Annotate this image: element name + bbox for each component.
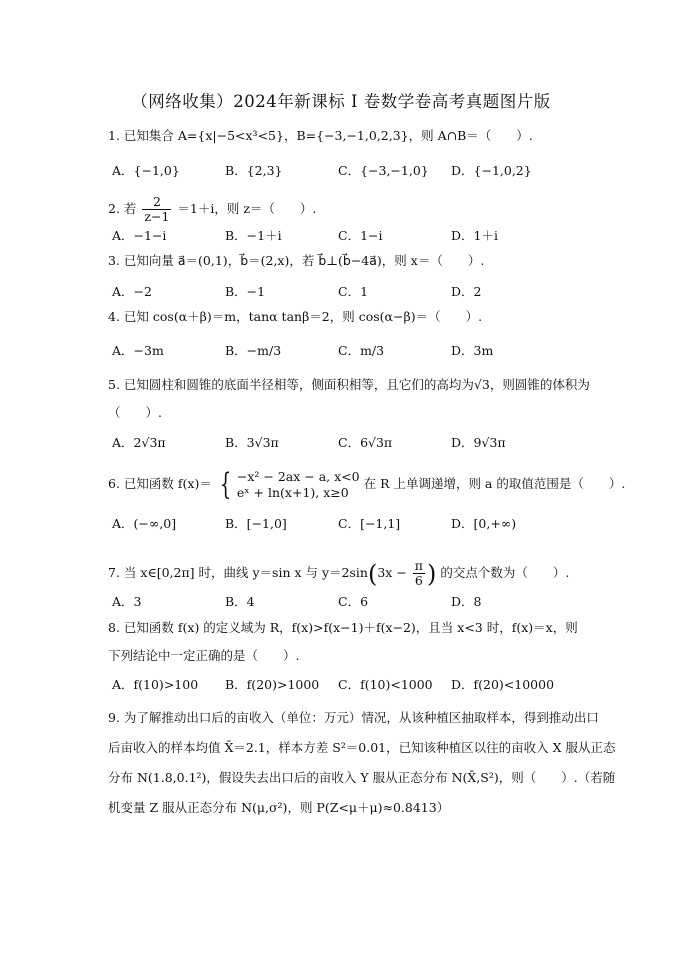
question-number: 3. [108, 253, 120, 268]
question-5-options [112, 434, 572, 452]
question-text: 分布 N(1.8,0.1²)，假设失去出口后的亩收入 Y 服从正态分布 N(X̄,S²)，则（ ）.（若随 [108, 770, 616, 785]
question-6-options [112, 515, 572, 533]
question-text: 在 R 上单调递增，则 a 的取值范围是（ ）. [363, 476, 626, 491]
option-b: B．−1 [225, 284, 266, 299]
option-d: D．1＋i [451, 228, 498, 243]
question-number: 6. [108, 476, 120, 491]
option-c: C．f(10)<1000 [338, 677, 433, 692]
question-text: 已知圆柱和圆锥的底面半径相等，侧面积相等，且它们的高均为√3，则圆锥的体积为 [123, 377, 590, 392]
option-c: C．[−1,1] [338, 516, 401, 531]
question-text: 已知集合 A={x|−5<x³<5}，B={−3,−1,0,2,3}，则 A∩B＝（ ）. [123, 128, 533, 143]
option-a: A．−3m [112, 343, 164, 358]
question-number: 9. [108, 710, 120, 725]
question-5-line2 [108, 404, 162, 422]
question-number: 4. [108, 309, 120, 324]
left-brace: { [219, 466, 232, 502]
option-b: B．3√3π [225, 435, 279, 450]
question-number: 5. [108, 377, 120, 392]
question-8-options [112, 676, 572, 694]
option-c: C．{−3,−1,0} [338, 163, 429, 178]
question-number: 7. [108, 565, 120, 580]
option-a: A．3 [112, 594, 142, 609]
question-number: 8. [108, 620, 120, 635]
option-a: A．(−∞,0] [112, 516, 177, 531]
question-text: 已知向量 a⃗＝(0,1)，b⃗＝(2,x)，若 b⃗⊥(b⃗−4a⃗)，则 x＝（ ）. [123, 253, 485, 268]
question-7-options [112, 593, 572, 611]
question-text: 已知函数 f(x) 的定义域为 R，f(x)>f(x−1)＋f(x−2)，且当 x<3 时，f(x)＝x，则 [123, 620, 578, 635]
option-d: D．3m [451, 343, 494, 358]
question-text: 下列结论中一定正确的是（ ）. [108, 648, 300, 663]
question-3-options [112, 283, 572, 301]
option-a: A．−2 [112, 284, 152, 299]
question-5 [108, 376, 590, 394]
option-c: C．1−i [338, 228, 383, 243]
option-b: B．f(20)>1000 [225, 677, 320, 692]
option-c: C．6 [338, 594, 369, 609]
question-2 [108, 194, 316, 224]
question-number: 2. [108, 201, 120, 216]
option-b: B．−1＋i [225, 228, 282, 243]
piecewise-cases: −x² − 2ax − a, x<0 eˣ + ln(x+1), x≥0 [236, 468, 360, 500]
question-text: 后亩收入的样本均值 X̄＝2.1，样本方差 S²＝0.01，已知该种植区以往的亩收入 X 服从正态 [108, 740, 616, 755]
option-d: D．[0,+∞) [451, 516, 517, 531]
option-b: B．[−1,0] [225, 516, 287, 531]
question-4-options [112, 342, 572, 360]
question-1-options [112, 162, 572, 180]
option-d: D．{−1,0,2} [451, 163, 532, 178]
option-a: A．−1−i [112, 228, 167, 243]
question-text: ＝1＋i，则 z＝（ ）. [177, 201, 317, 216]
option-c: C．m/3 [338, 343, 385, 358]
fraction: $\frac{\pi}{6}$ [414, 558, 423, 588]
question-8 [108, 619, 578, 637]
option-d: D．8 [451, 594, 482, 609]
question-text: 已知 cos(α＋β)＝m，tanα tanβ＝2，则 cos(α−β)＝（ ）. [123, 309, 483, 324]
option-a: A．{−1,0} [112, 163, 180, 178]
question-text: 为了解推动出口后的亩收入（单位：万元）情况，从该种植区抽取样本，得到推动出口 [123, 710, 599, 725]
option-b: B．−m/3 [225, 343, 282, 358]
option-c: C．1 [338, 284, 369, 299]
option-c: C．6√3π [338, 435, 393, 450]
option-b: B．{2,3} [225, 163, 283, 178]
question-9-line4 [108, 799, 449, 817]
option-b: B．4 [225, 594, 255, 609]
question-3 [108, 252, 484, 270]
option-a: A．f(10)>100 [112, 677, 199, 692]
question-9 [108, 709, 599, 727]
question-6 [108, 466, 625, 502]
question-1 [108, 127, 533, 145]
question-7: 7. 当 x∈[0,2π] 时，曲线 y＝sin x 与 y＝2sin(3x − $\frac{\pi}{6}$ ) 的交点个数为（ ）. [108, 558, 570, 588]
question-text: 的交点个数为（ ）. [440, 565, 570, 580]
option-d: D．2 [451, 284, 482, 299]
question-text: 当 x∈[0,2π] 时，曲线 y＝sin x 与 y＝2sin [123, 565, 368, 580]
question-2-options [112, 227, 572, 245]
question-text: 机变量 Z 服从正态分布 N(μ,σ²)，则 P(Z<μ＋μ)≈0.8413） [108, 800, 450, 815]
option-d: D．9√3π [451, 435, 506, 450]
question-4 [108, 308, 482, 326]
option-d: D．f(20)<10000 [451, 677, 555, 692]
question-text: 已知函数 f(x)＝ [123, 476, 212, 491]
question-9-line3 [108, 769, 615, 787]
option-a: A．2√3π [112, 435, 166, 450]
fraction: $\frac{2}{z-1}$ [144, 194, 170, 224]
page-title: （网络收集）2024年新课标 I 卷数学卷高考真题图片版 [131, 92, 551, 111]
question-number: 1. [108, 128, 120, 143]
question-text: 若 [123, 201, 137, 216]
question-9-line2 [108, 739, 615, 757]
question-8-line2 [108, 647, 299, 665]
question-text: （ ）. [108, 405, 162, 420]
